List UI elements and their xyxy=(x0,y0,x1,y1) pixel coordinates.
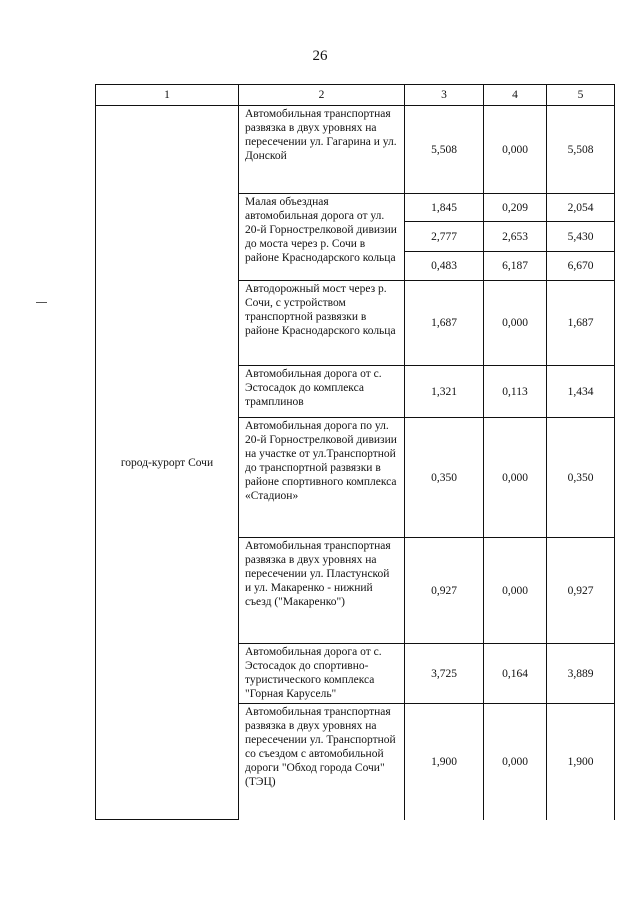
header-col-2: 2 xyxy=(239,85,405,106)
value-col-3: 0,350 xyxy=(405,418,484,538)
value-col-4: 0,164 xyxy=(484,644,547,704)
object-name: Автомобильная дорога от с. Эстосадок до комплекса трамплинов xyxy=(239,366,405,418)
value-col-4: 6,187 xyxy=(484,252,547,281)
value-col-4: 2,653 xyxy=(484,222,547,252)
value-col-5: 5,430 xyxy=(547,222,615,252)
object-name: Автомобильная дорога по ул. 20-й Горнострелковой дивизии на участке от ул.Транспортной до транспортной развязки в районе спортивного комплекса «Стадион» xyxy=(239,418,405,538)
value-col-3: 0,927 xyxy=(405,538,484,644)
value-col-3: 2,777 xyxy=(405,222,484,252)
table-row xyxy=(96,106,615,194)
header-col-1: 1 xyxy=(96,85,239,106)
object-name: Автомобильная транспортная развязка в двух уровнях на пересечении ул. Пластунской и ул. Макаренко - нижний съезд ("Макаренко") xyxy=(239,538,405,644)
value-col-5: 1,434 xyxy=(547,366,615,418)
region-cell: город-курорт Сочи xyxy=(96,106,239,820)
object-name: Автомобильная транспортная развязка в двух уровнях на пересечении ул. Транспортной со съездом с автомобильной дороги "Обход города Сочи" (ТЭЦ) xyxy=(239,704,405,820)
value-col-4: 0,113 xyxy=(484,366,547,418)
margin-mark xyxy=(36,302,47,303)
page-number: 26 xyxy=(312,48,328,64)
value-col-5: 6,670 xyxy=(547,252,615,281)
value-col-4: 0,209 xyxy=(484,194,547,222)
value-col-4: 0,000 xyxy=(484,538,547,644)
value-col-5: 0,350 xyxy=(547,418,615,538)
value-col-3: 5,508 xyxy=(405,106,484,194)
object-name: Малая объездная автомобильная дорога от ул. 20-й Горнострелковой дивизии до моста через р. Сочи в районе Краснодарского кольца xyxy=(239,194,405,281)
header-row xyxy=(96,85,615,106)
value-col-4: 0,000 xyxy=(484,106,547,194)
header-col-5: 5 xyxy=(547,85,615,106)
value-col-3: 0,483 xyxy=(405,252,484,281)
value-col-3: 3,725 xyxy=(405,644,484,704)
value-col-5: 2,054 xyxy=(547,194,615,222)
header-col-4: 4 xyxy=(484,85,547,106)
value-col-5: 0,927 xyxy=(547,538,615,644)
value-col-4: 0,000 xyxy=(484,704,547,820)
value-col-5: 1,687 xyxy=(547,281,615,366)
value-col-4: 0,000 xyxy=(484,281,547,366)
value-col-5: 5,508 xyxy=(547,106,615,194)
object-name: Автодорожный мост через р. Сочи, с устройством транспортной развязки в районе Краснодарского кольца xyxy=(239,281,405,366)
header-col-3: 3 xyxy=(405,85,484,106)
value-col-3: 1,321 xyxy=(405,366,484,418)
value-col-3: 1,687 xyxy=(405,281,484,366)
value-col-4: 0,000 xyxy=(484,418,547,538)
value-col-5: 1,900 xyxy=(547,704,615,820)
value-col-5: 3,889 xyxy=(547,644,615,704)
value-col-3: 1,900 xyxy=(405,704,484,820)
value-col-3: 1,845 xyxy=(405,194,484,222)
roads-table xyxy=(95,84,615,820)
object-name: Автомобильная дорога от с. Эстосадок до спортивно-туристического комплекса "Горная Карусель" xyxy=(239,644,405,704)
object-name: Автомобильная транспортная развязка в двух уровнях на пересечении ул. Гагарина и ул. Донской xyxy=(239,106,405,194)
